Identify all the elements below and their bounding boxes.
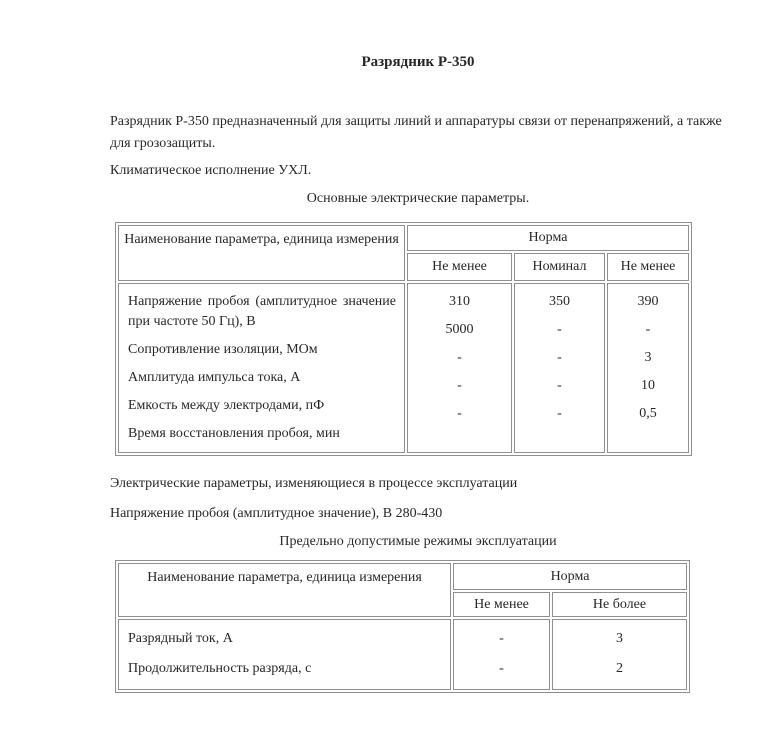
param-name: Напряжение пробоя (амплитудное значение при частоте 50 Гц), В xyxy=(128,294,396,329)
param-value: 3 xyxy=(616,631,623,646)
param-name: Амплитуда импульса тока, А xyxy=(128,370,301,385)
table1-norma-header-cell: Норма xyxy=(407,225,689,251)
table2-subheader-ne-menee: Не менее xyxy=(453,592,550,617)
table2-header-row xyxy=(118,563,687,590)
param-value: 2 xyxy=(616,661,623,676)
intro-paragraph: Разрядник Р-350 предназначенный для защиты линий и аппаратуры связи от перенапряжений, а также для грозозащиты. xyxy=(110,114,722,151)
table2-param-names-cell xyxy=(118,619,451,690)
param-value: 0,5 xyxy=(639,406,657,421)
doc-title: Разрядник Р-350 xyxy=(361,54,475,70)
param-value: 10 xyxy=(641,378,655,393)
table1-subheader-ne-menee: Не менее xyxy=(407,253,512,281)
param-value: - xyxy=(457,350,462,365)
climate-note: Климатическое исполнение УХЛ. xyxy=(110,163,312,178)
param-value: 390 xyxy=(637,294,659,309)
table1-caption: Основные электрические параметры. xyxy=(306,191,530,206)
table2-subheader-ne-bolee: Не более xyxy=(552,592,687,617)
param-value: - xyxy=(557,406,562,421)
table2-caption: Предельно допустимые режимы эксплуатации xyxy=(279,534,557,549)
param-value: 3 xyxy=(644,350,652,365)
param-value: - xyxy=(557,350,562,365)
main-electrical-params-table xyxy=(115,222,692,456)
param-name: Время восстановления пробоя, мин xyxy=(128,426,340,441)
param-value: - xyxy=(645,322,651,337)
table1-header-row xyxy=(118,225,689,251)
param-value: 350 xyxy=(549,294,570,309)
param-name: Сопротивление изоляции, МОм xyxy=(128,342,318,357)
table1-body-row xyxy=(118,283,689,453)
table1-subheader-ne-menee-2: Не менее xyxy=(607,253,689,281)
max-operating-modes-table xyxy=(115,560,690,693)
param-value: - xyxy=(499,631,504,646)
table2-norma-header-cell: Норма xyxy=(453,563,687,590)
table1-ne-menee-values-cell xyxy=(407,283,512,453)
param-name: Емкость между электродами, пФ xyxy=(128,398,325,413)
table2-body-row xyxy=(118,619,687,690)
table2-ne-menee-values-cell xyxy=(453,619,550,690)
table2-param-header-cell: Наименование параметра, единица измерения xyxy=(118,563,451,617)
table1-subheader-nominal: Номинал xyxy=(514,253,605,281)
param-value: - xyxy=(457,378,462,393)
param-value: - xyxy=(557,378,562,393)
param-value: 5000 xyxy=(445,322,474,337)
param-value: - xyxy=(457,406,462,421)
param-name: Разрядный ток, А xyxy=(128,631,233,646)
param-name: Продолжительность разряда, с xyxy=(128,661,312,676)
table1-nominal-values-cell xyxy=(514,283,605,453)
table1-param-header-cell: Наименование параметра, единица измерения xyxy=(118,225,405,281)
operational-params-line: Электрические параметры, изменяющиеся в процессе эксплуатации xyxy=(110,476,518,491)
param-value: - xyxy=(557,322,562,337)
table1-ne-menee-2-values-cell xyxy=(607,283,689,453)
param-value: 310 xyxy=(449,294,470,309)
breakdown-voltage-line: Напряжение пробоя (амплитудное значение), В 280-430 xyxy=(110,506,443,521)
param-value: - xyxy=(499,661,504,676)
table1-param-names-cell xyxy=(118,283,405,453)
table2-ne-bolee-values-cell xyxy=(552,619,687,690)
